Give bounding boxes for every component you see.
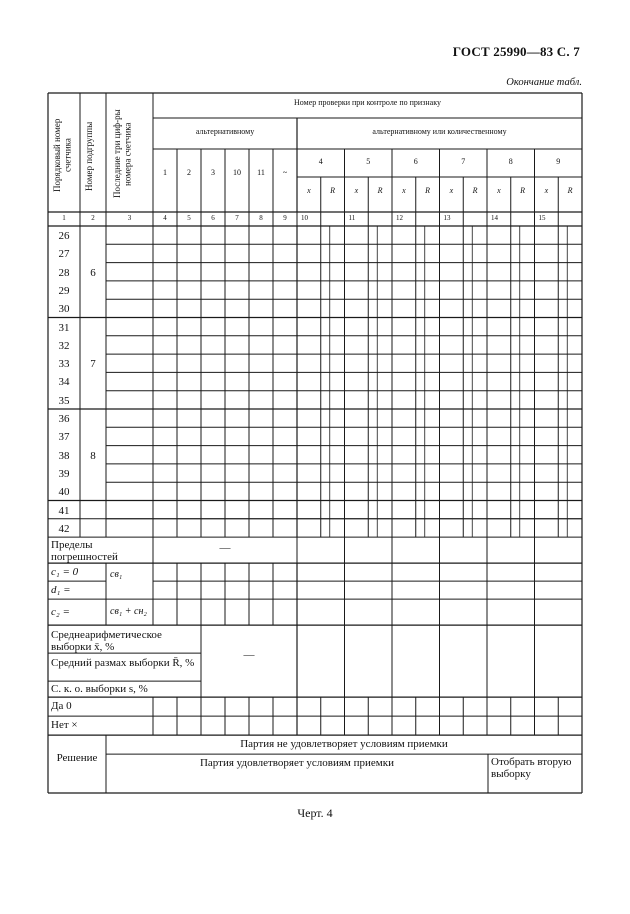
- sub-header-r: R: [520, 186, 526, 195]
- document-header-title: ГОСТ 25990—83 С. 7: [452, 44, 580, 59]
- col-header-serial-number: Порядковый номер счетчика: [52, 118, 73, 192]
- decision-label: Решение: [56, 752, 98, 765]
- stats-value: —: [243, 649, 255, 662]
- resample-text: Отобрать вторую выборку: [491, 756, 572, 781]
- header-group-title: Номер проверки при контроле по признаку: [294, 98, 441, 107]
- c2-label: c₂ =: [51, 606, 70, 619]
- column-number: 3: [127, 214, 132, 222]
- sub-header-r: R: [377, 186, 383, 195]
- column-number: 9: [283, 214, 287, 222]
- row-serial-number: 34: [58, 376, 70, 389]
- sub-header-x: x: [354, 186, 359, 195]
- alt-check-number: 2: [187, 168, 191, 177]
- column-number: 10: [301, 214, 308, 222]
- limits-label: Пределы погрешностей: [51, 539, 118, 564]
- alt-check-number: 11: [257, 168, 265, 177]
- subgroup-number: 8: [90, 449, 96, 462]
- row-serial-number: 41: [58, 504, 70, 517]
- row-serial-number: 35: [58, 394, 70, 407]
- sub-header-r: R: [425, 186, 431, 195]
- sub-header-x: x: [402, 186, 406, 195]
- sub-header-r: R: [567, 186, 573, 195]
- column-number: 5: [187, 214, 191, 222]
- row-serial-number: 28: [58, 266, 70, 279]
- cb-sum-label: cв₁ + cн₂: [110, 606, 147, 618]
- col-header-last-digits: Последние три циф-ры номера счетчика: [112, 109, 133, 199]
- yes-label: Да 0: [51, 700, 72, 713]
- row-serial-number: 33: [58, 358, 70, 371]
- column-number: 15: [538, 214, 546, 222]
- header-alternative: альтернативному: [195, 127, 255, 136]
- column-number: 4: [163, 214, 167, 222]
- cb1-label: cв₁: [110, 569, 123, 581]
- row-serial-number: 42: [58, 522, 70, 535]
- alt-check-number: 10: [233, 168, 241, 177]
- row-serial-number: 32: [58, 339, 70, 352]
- reject-text: Партия не удовлетворяет условиям приемки: [240, 738, 448, 751]
- limits-value: —: [219, 542, 231, 555]
- altq-check-number: 5: [366, 157, 371, 166]
- altq-check-number: 6: [413, 157, 418, 166]
- column-number: 13: [443, 214, 451, 222]
- row-serial-number: 30: [58, 303, 70, 316]
- c1-label: c₁ = 0: [51, 566, 79, 579]
- d1-label: d₁ =: [51, 584, 71, 597]
- column-number: 2: [91, 214, 95, 222]
- column-number: 6: [211, 214, 215, 222]
- column-number: 14: [491, 214, 498, 222]
- row-serial-number: 40: [58, 486, 70, 499]
- sub-header-x: x: [449, 186, 454, 195]
- subgroup-number: 6: [90, 266, 96, 279]
- sub-header-x: x: [307, 186, 311, 195]
- row-serial-number: 29: [58, 284, 70, 297]
- alt-check-number: 1: [163, 168, 167, 177]
- row-serial-number: 39: [58, 467, 70, 480]
- column-number: 8: [259, 214, 263, 222]
- row-serial-number: 27: [58, 248, 70, 261]
- row-serial-number: 36: [58, 413, 70, 425]
- std-label: С. к. о. выборки s, %: [51, 683, 148, 696]
- row-serial-number: 37: [58, 431, 70, 444]
- header-alternative-or-quantitative: альтернативному или количественному: [372, 127, 507, 136]
- sub-header-x: x: [544, 186, 549, 195]
- row-serial-number: 38: [58, 449, 70, 462]
- accept-text: Партия удовлетворяет условиям приемки: [199, 757, 394, 770]
- sub-header-r: R: [330, 186, 336, 195]
- column-number: 12: [396, 214, 403, 222]
- figure-caption: Черт. 4: [297, 806, 333, 820]
- alt-check-number: ~: [282, 168, 288, 177]
- col-header-subgroup: Номер подгруппы: [84, 121, 94, 191]
- sub-header-x: x: [497, 186, 501, 195]
- row-serial-number: 26: [58, 230, 70, 242]
- sub-header-r: R: [472, 186, 478, 195]
- subgroup-number: 7: [90, 358, 96, 371]
- range-label: Средний размах выборки R̄, %: [51, 657, 195, 670]
- row-serial-number: 31: [58, 321, 70, 334]
- alt-check-number: 3: [211, 168, 215, 177]
- altq-check-number: 8: [508, 157, 513, 166]
- no-label: Нет ×: [51, 719, 78, 732]
- altq-check-number: 9: [556, 157, 561, 166]
- mean-label: Среднеарифметическое выборки x̄, %: [51, 629, 162, 654]
- altq-check-number: 7: [461, 157, 466, 166]
- column-number: 7: [235, 214, 239, 222]
- column-number: 11: [348, 214, 356, 222]
- altq-check-number: 4: [318, 157, 323, 166]
- column-number: 1: [62, 214, 66, 222]
- table-continuation-note: Окончание табл.: [506, 77, 582, 88]
